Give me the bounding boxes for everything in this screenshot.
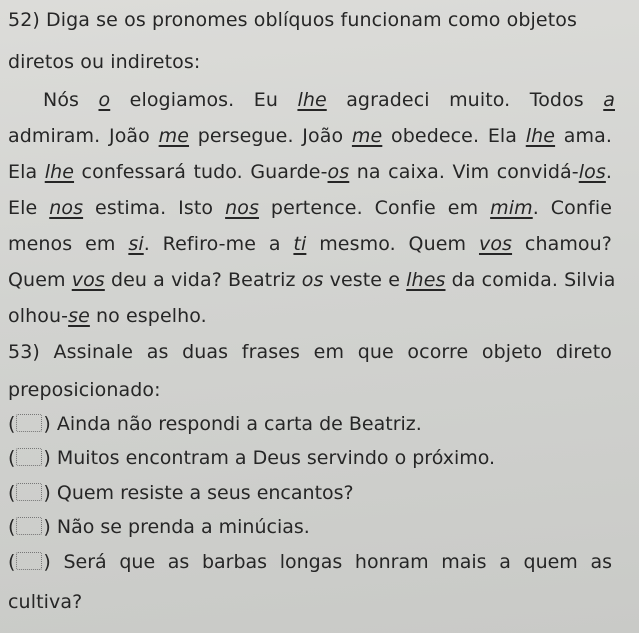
text: chamou?: [512, 233, 612, 255]
pronoun: vos: [478, 233, 513, 255]
text: admiram. João: [8, 125, 159, 147]
text: .: [605, 161, 612, 183]
text: menos em: [8, 233, 129, 255]
q52-line-2: [8, 124, 612, 148]
q52-line-3: [8, 160, 612, 184]
pronoun: se: [68, 305, 90, 327]
option-text: Muitos encontram a Deus servindo o próximo.: [56, 447, 496, 469]
text: elogiamos. Eu: [110, 89, 298, 111]
pronoun: nos: [49, 197, 84, 219]
option-text: Não se prenda a minúcias.: [56, 516, 310, 538]
pronoun: os: [327, 161, 350, 183]
option-2[interactable]: ( ) Muitos encontram a Deus servindo o próximo.: [8, 447, 496, 469]
text: olhou-: [8, 305, 69, 327]
pronoun: ti: [293, 233, 307, 255]
pronoun: lhe: [44, 161, 75, 183]
q52-title-line-2: diretos ou indiretos:: [8, 51, 201, 73]
checkbox[interactable]: [16, 552, 42, 570]
text: da comida. Silvia: [445, 269, 616, 291]
checkbox[interactable]: [16, 414, 42, 432]
text: Ele: [8, 197, 50, 219]
text: deu a vida? Beatriz: [104, 269, 302, 291]
pronoun: nos: [225, 197, 259, 219]
option-text: Ainda não respondi a carta de Beatriz.: [56, 413, 422, 435]
text: estima. Isto: [83, 197, 226, 219]
pronoun: os: [301, 269, 324, 291]
text: Quem: [8, 269, 72, 291]
text: Nós: [43, 89, 99, 111]
checkbox[interactable]: [16, 483, 42, 501]
pronoun: me: [351, 125, 383, 147]
q52-line-4: [8, 196, 612, 220]
option-3[interactable]: ( ) Quem resiste a seus encantos?: [8, 482, 354, 504]
checkbox[interactable]: [16, 517, 42, 535]
text: . Confie: [532, 197, 612, 219]
text: agradeci muito. Todos: [326, 89, 604, 111]
text: . Refiro-me a: [143, 233, 294, 255]
text: na caixa. Vim convidá-: [349, 161, 579, 183]
q52-title-line-1: 52) Diga se os pronomes oblíquos funcionam como objetos: [8, 9, 577, 31]
pronoun: a: [603, 89, 615, 111]
option-text: Quem resiste a seus encantos?: [56, 482, 354, 504]
pronoun: o: [98, 89, 111, 111]
pronoun: lhe: [297, 89, 327, 111]
q52-line-5: [8, 232, 612, 256]
option-5-continuation: cultiva?: [8, 591, 83, 613]
text: persegue. João: [189, 125, 352, 147]
checkbox[interactable]: [16, 448, 42, 466]
option-4[interactable]: ( ) Não se prenda a minúcias.: [8, 516, 310, 538]
text: pertence. Confie em: [258, 197, 491, 219]
pronoun: los: [578, 161, 606, 183]
pronoun: vos: [71, 269, 105, 291]
text: obedece. Ela: [382, 125, 526, 147]
q53-title-line-1: 53) Assinale as duas frases em que ocorre objeto direto: [8, 341, 612, 363]
q52-line-6: [8, 268, 616, 292]
text: mesmo. Quem: [306, 233, 479, 255]
pronoun: me: [158, 125, 190, 147]
text: no espelho.: [89, 305, 207, 327]
q53-title-line-2: preposicionado:: [8, 379, 161, 401]
pronoun: lhes: [406, 269, 446, 291]
option-1[interactable]: ( ) Ainda não respondi a carta de Beatriz.: [8, 413, 422, 435]
pronoun: lhe: [525, 125, 556, 147]
text: ama.: [555, 125, 613, 147]
pronoun: mim: [490, 197, 533, 219]
text: confessará tudo. Guarde-: [74, 161, 328, 183]
pronoun: si: [128, 233, 144, 255]
text: Ela: [8, 161, 45, 183]
q52-line-1: [43, 88, 615, 112]
q52-line-7: [8, 304, 207, 328]
text: veste e: [323, 269, 407, 291]
option-text: Será que as barbas longas honram mais a quem as: [63, 551, 613, 573]
option-5[interactable]: ( ) Será que as barbas longas honram mais a quem as: [8, 551, 613, 573]
